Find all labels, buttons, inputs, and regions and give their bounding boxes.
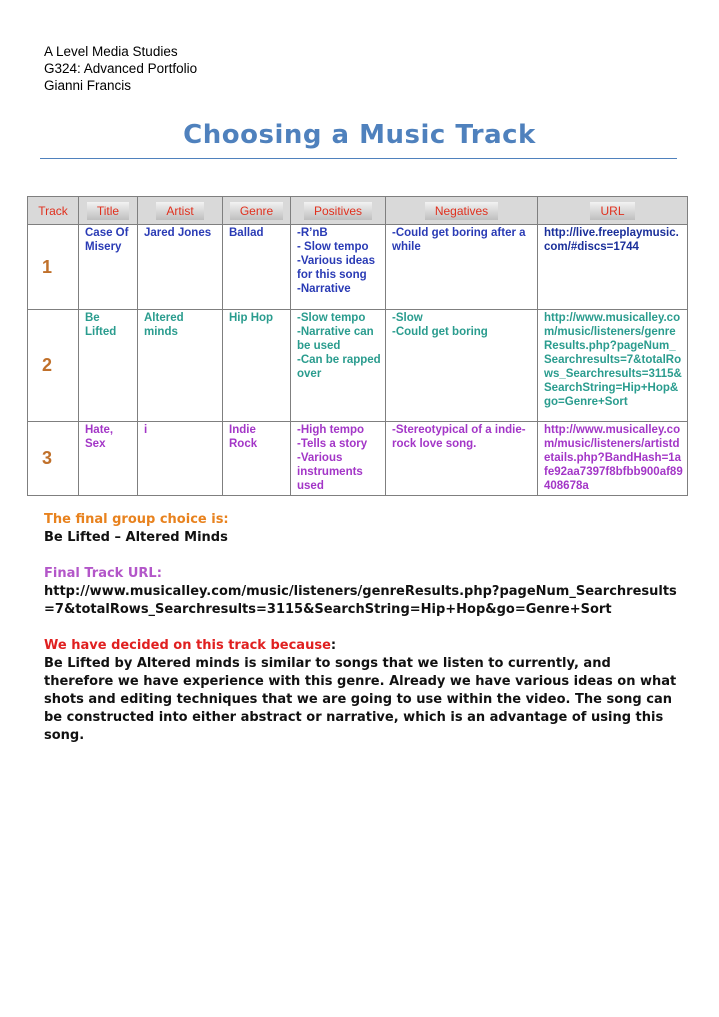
track-artist: i: [138, 422, 223, 496]
track-positives: -Slow tempo -Narrative can be used -Can be rapped over: [291, 310, 386, 422]
track-url: http://www.musicalley.com/music/listeners/genreResults.php?pageNum_Searchresults=7&totalRows_Searchresults=3115&SearchString=Hip+Hop&go=Genre+Sort: [538, 310, 688, 422]
final-url-value: http://www.musicalley.com/music/listeners/genreResults.php?pageNum_Searchresults=7&totalRows_Searchresults=3115&SearchString=Hip+Hop&go=Genre+Sort: [44, 584, 677, 617]
column-header-track: Track: [28, 197, 79, 225]
track-comparison-table: [27, 196, 688, 496]
column-header-url: URL: [538, 197, 688, 225]
unit-line: G324: Advanced Portfolio: [44, 61, 198, 76]
final-choice-value: Be Lifted – Altered Minds: [44, 530, 228, 545]
track-title: Hate, Sex: [79, 422, 138, 496]
track-positives: -High tempo -Tells a story -Various instruments used: [291, 422, 386, 496]
conclusion-section: [44, 511, 684, 763]
track-title: Case Of Misery: [79, 225, 138, 310]
track-artist: Altered minds: [138, 310, 223, 422]
track-genre: Hip Hop: [223, 310, 291, 422]
reason-label: We have decided on this track because: [44, 638, 331, 653]
column-header-positives: Positives: [291, 197, 386, 225]
column-header-genre: Genre: [223, 197, 291, 225]
table-header-row: [28, 197, 688, 225]
author-line: Gianni Francis: [44, 78, 132, 93]
reason-paragraph: [44, 637, 684, 745]
track-negatives: -Could get boring after a while: [386, 225, 538, 310]
document-header: [44, 43, 197, 94]
track-negatives: -Slow -Could get boring: [386, 310, 538, 422]
track-artist: Jared Jones: [138, 225, 223, 310]
page-title: Choosing a Music Track: [183, 120, 536, 150]
reason-text: Be Lifted by Altered minds is similar to songs that we listen to currently, and therefore we have experience with this genre. Already we have various ideas on what shots and editing techniques that we are going to use within the video. The song can be constructed into either abstract or narrative, which is an advantage of using this song.: [44, 656, 677, 743]
final-url-paragraph: [44, 565, 684, 619]
track-genre: Ballad: [223, 225, 291, 310]
final-choice-paragraph: [44, 511, 684, 547]
track-number: 3: [28, 422, 79, 496]
track-positives: -R’nB - Slow tempo -Various ideas for this song -Narrative: [291, 225, 386, 310]
final-choice-label: The final group choice is:: [44, 512, 229, 527]
column-header-negatives: Negatives: [386, 197, 538, 225]
track-url: http://live.freeplaymusic.com/#discs=1744: [538, 225, 688, 310]
track-url: http://www.musicalley.com/music/listeners/artistdetails.php?BandHash=1afe92aa7397f8bfbb900af89408678a: [538, 422, 688, 496]
title-divider: [40, 158, 677, 159]
table-row: [28, 422, 688, 496]
track-title: Be Lifted: [79, 310, 138, 422]
course-line: A Level Media Studies: [44, 44, 178, 59]
track-negatives: -Stereotypical of a indie-rock love song.: [386, 422, 538, 496]
track-genre: Indie Rock: [223, 422, 291, 496]
column-header-artist: Artist: [138, 197, 223, 225]
track-number: 1: [28, 225, 79, 310]
final-url-label: Final Track URL:: [44, 566, 162, 581]
table-row: [28, 310, 688, 422]
reason-colon: :: [330, 638, 337, 653]
table-row: [28, 225, 688, 310]
track-number: 2: [28, 310, 79, 422]
column-header-title: Title: [79, 197, 138, 225]
